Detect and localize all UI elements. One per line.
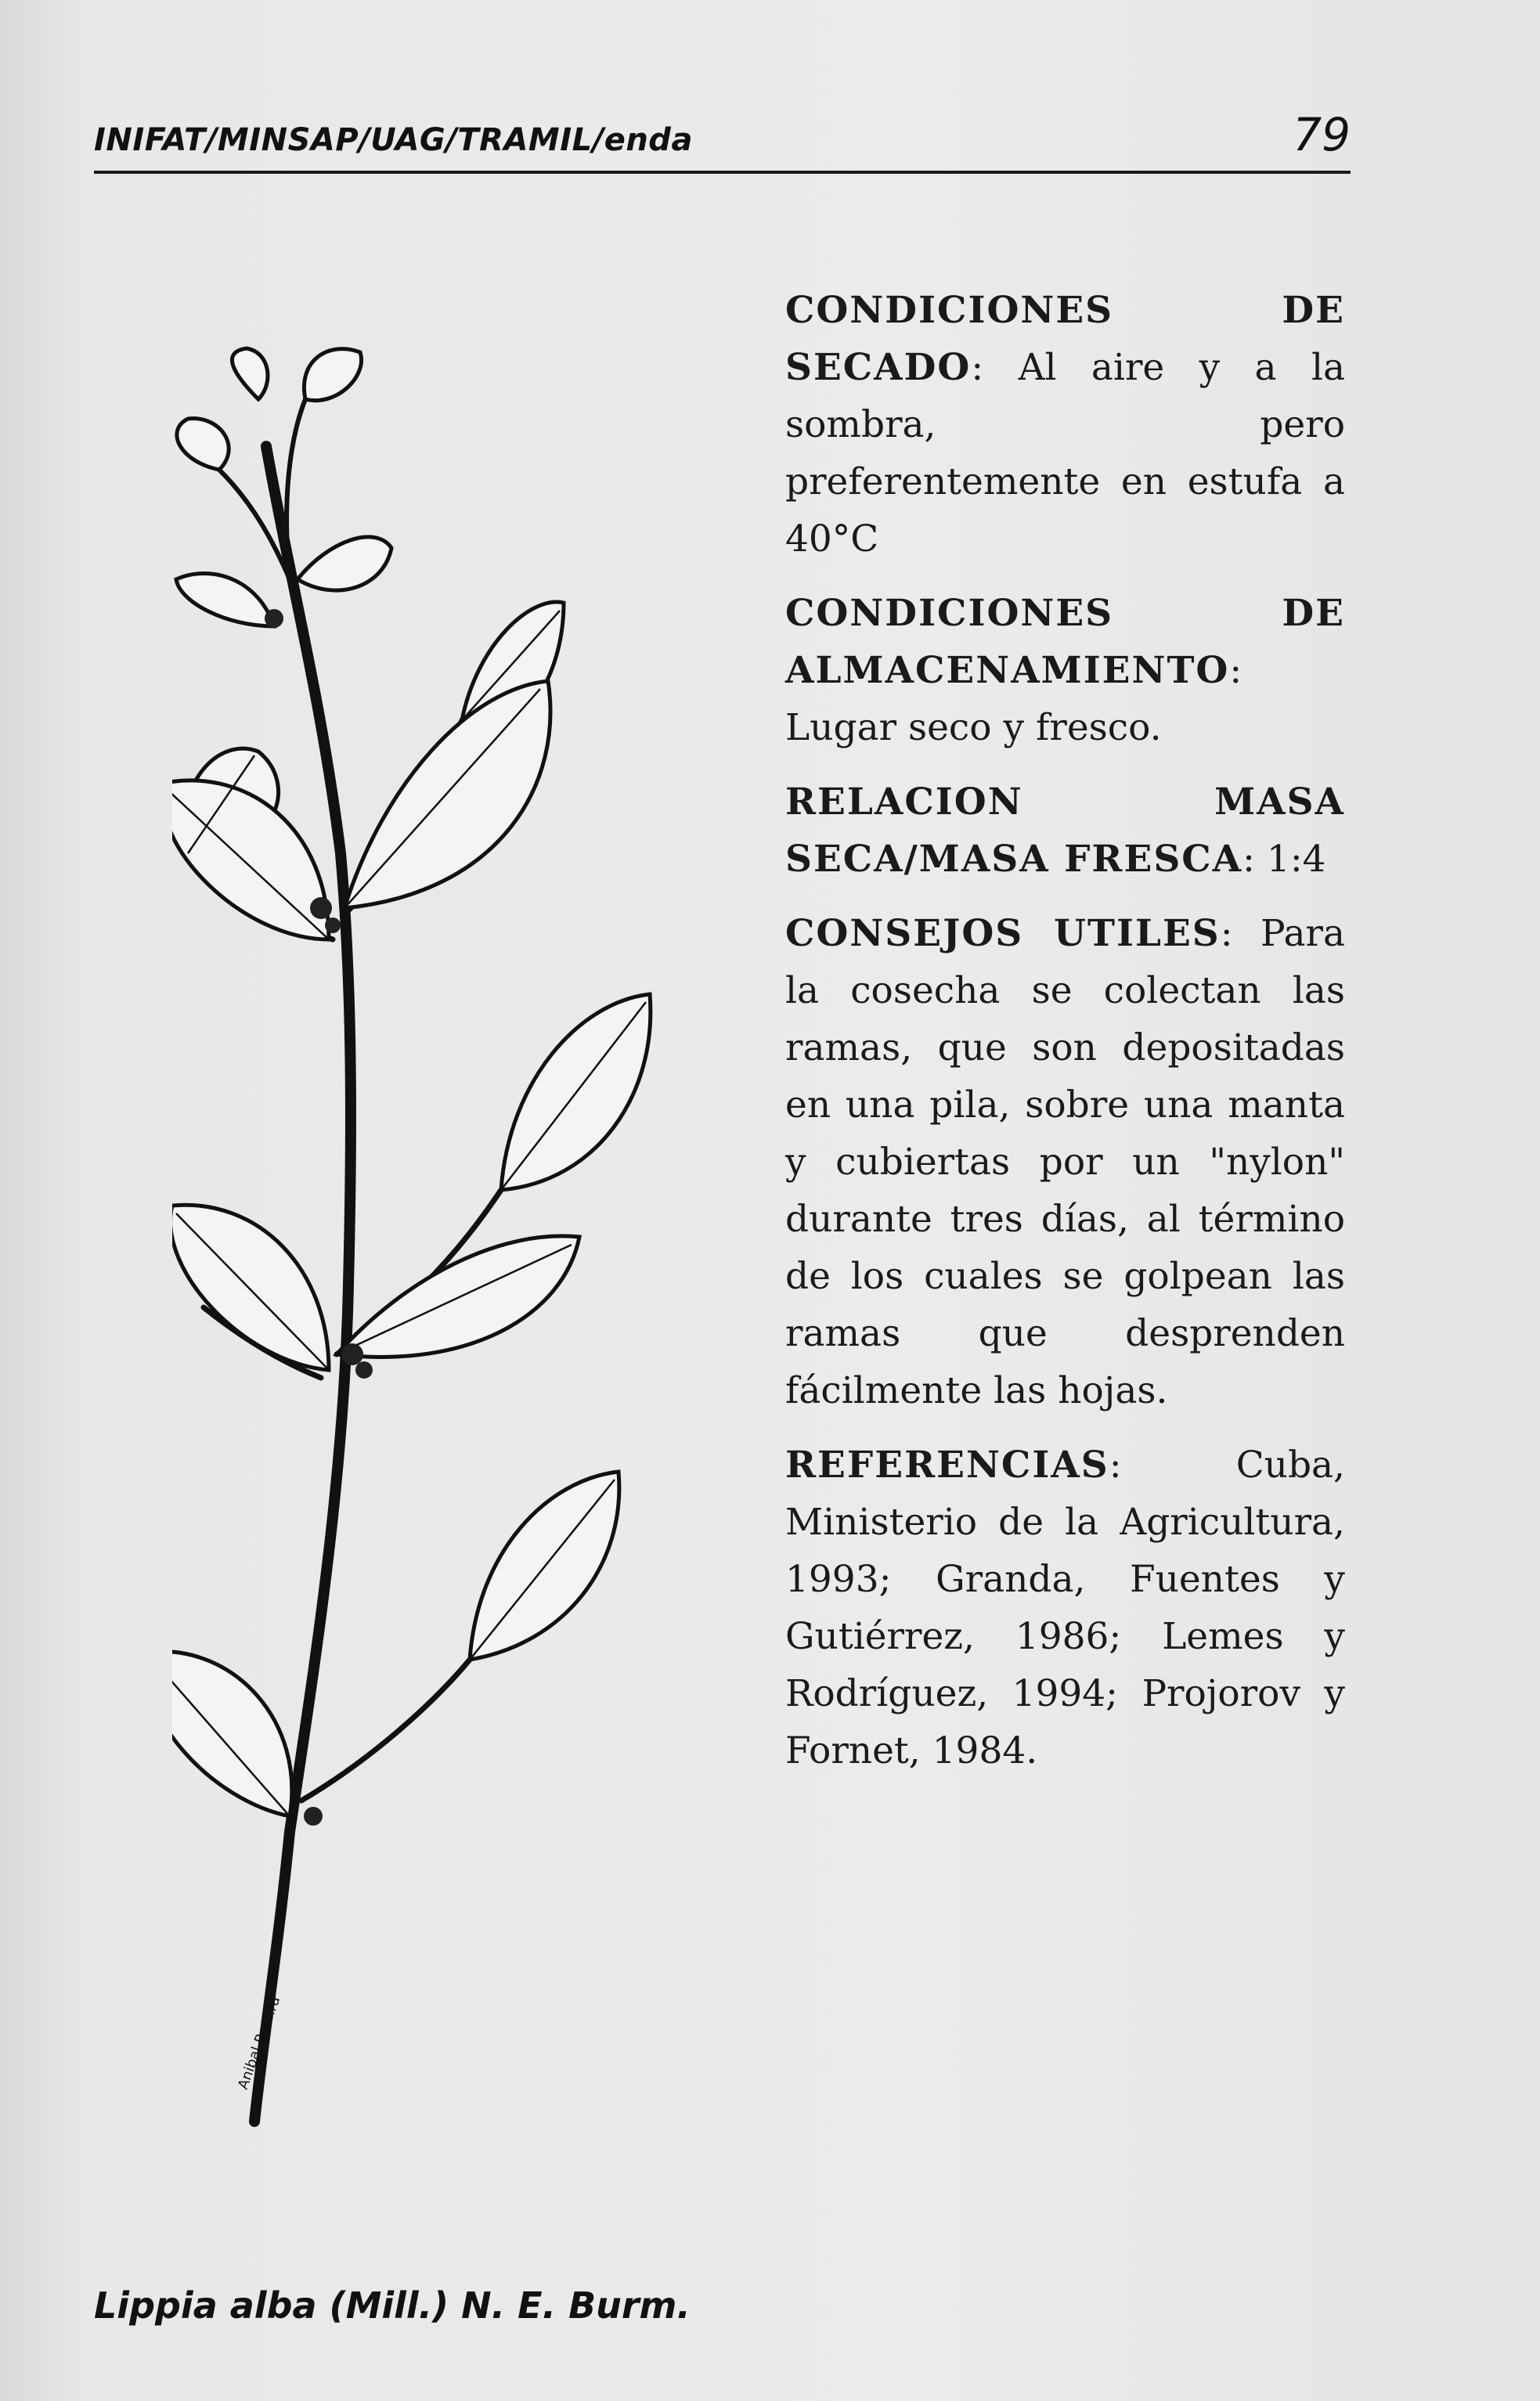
section-heading: RELACION MASA SECA/MASA FRESCA — [785, 781, 1345, 881]
section-heading: CONSEJOS UTILES — [785, 912, 1221, 955]
section-consejos: CONSEJOS UTILES: Para la cosecha se colectan las ramas, que son depositadas en una pila, sobre una manta y cubiertas por un "nylon" durante tres días, al término de los cuales se golpean las ramas que desprenden fácilmente las hojas. — [785, 912, 1345, 1412]
section-heading: CONDICIONES DE SECADO — [785, 289, 1345, 389]
section-body: 1:4 — [1266, 838, 1326, 881]
running-head — [94, 110, 1351, 164]
section-relacion-masa: RELACION MASA SECA/MASA FRESCA: 1:4 — [785, 781, 1345, 881]
section-body: Al aire y a la sombra, pero preferentemente en estufa a 40°C — [785, 346, 1345, 561]
section-body: Cuba, Ministerio de la Agricultura, 1993; Granda, Fuentes y Gutiérrez, 1986; Lemes y Rodríguez, 1994; Projorov y Fornet, 1984. — [785, 1444, 1345, 1772]
section-heading: REFERENCIAS — [785, 1444, 1109, 1487]
section-secado: CONDICIONES DE SECADO: Al aire y a la sombra, pero preferentemente en estufa a 40°C — [785, 289, 1345, 561]
section-body: Para la cosecha se colectan las ramas, que son depositadas en una pila, sobre una manta y cubiertas por un "nylon" durante tres días, al término de los cuales se golpean las ramas que desprenden fácilmente las hojas. — [785, 912, 1345, 1412]
illustrator-signature: Anibal Pereira — [234, 1994, 284, 2092]
section-referencias: REFERENCIAS: Cuba, Ministerio de la Agricultura, 1993; Granda, Fuentes y Gutiérrez, 1986; Lemes y Rodríguez, 1994; Projorov y Fornet, 1984. — [785, 1444, 1345, 1772]
figure-caption: Lippia alba (Mill.) N. E. Burm. — [94, 2284, 691, 2327]
running-head-title: INIFAT/MINSAP/UAG/TRAMIL/enda — [94, 122, 693, 158]
header-rule — [94, 171, 1351, 174]
page-number: 79 — [1293, 108, 1351, 161]
text-column — [785, 282, 1345, 1797]
section-body: Lugar seco y fresco. — [785, 706, 1162, 749]
section-heading: CONDICIONES DE ALMACENAMIENTO — [785, 592, 1345, 692]
section-almacenamiento: CONDICIONES DE ALMACENAMIENTO: Lugar seco y fresco. — [785, 592, 1345, 749]
plant-illustration-icon — [172, 344, 736, 2168]
